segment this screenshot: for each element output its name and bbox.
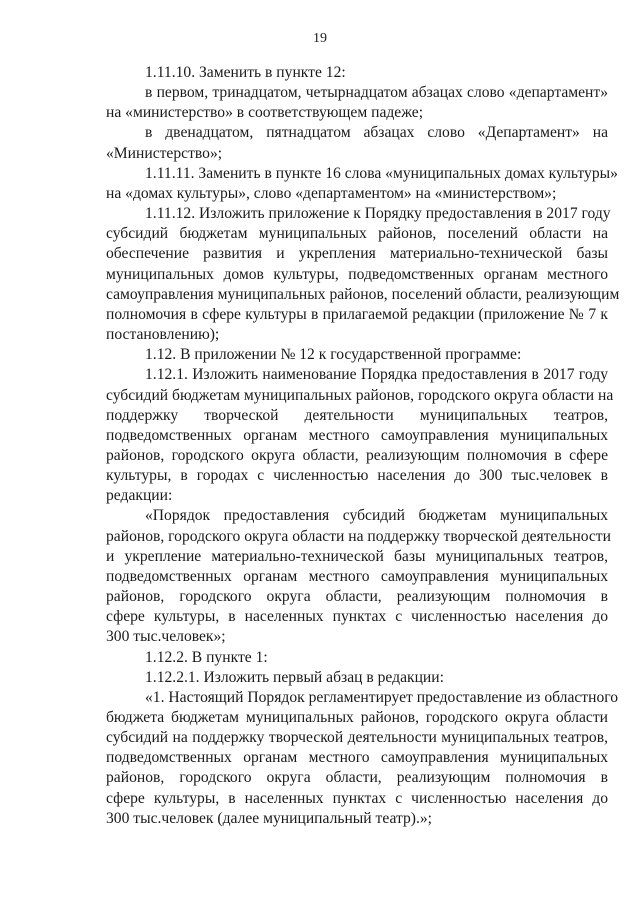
text-line: в двенадцатом, пятнадцатом абзацах слово «Департамент» на [145, 124, 608, 142]
text-line: на «домах культуры», слово «департаментом» на «министерством»; [106, 184, 557, 202]
text-line: 1.11.12. Изложить приложение к Порядку предоставления в 2017 году [145, 205, 611, 223]
paragraph-p1 [106, 63, 608, 83]
paragraph-p2 [106, 83, 608, 123]
text-line: районов, городского округа области, реализующим полномочия в [106, 769, 608, 787]
text-line: постановлению); [106, 326, 220, 344]
text-line: подведомственных органам местного самоуправления муниципальных [106, 567, 608, 585]
text-line: «1. Настоящий Порядок регламентирует предоставление из областного [145, 688, 619, 706]
text-line: 300 тыс.человек (далее муниципальный театр).»; [106, 809, 432, 827]
text-line: самоуправления муниципальных районов, поселений области, реализующим [106, 285, 620, 303]
text-line: в первом, тринадцатом, четырнадцатом абзацах слово «департамент» [145, 84, 608, 102]
text-line: субсидий на поддержку творческой деятельности муниципальных театров, [106, 729, 608, 747]
text-line: субсидий бюджетам муниципальных районов, поселений области на [106, 225, 608, 243]
text-line: на «министерство» в соответствующем падеже; [106, 104, 424, 122]
paragraph-p9 [106, 648, 608, 668]
text-line: и укрепление материально-технической базы муниципальных театров, [106, 547, 608, 565]
text-line: обеспечение развития и укрепления материально-технической базы [106, 245, 608, 263]
text-line: 1.11.10. Заменить в пункте 12: [145, 64, 346, 81]
text-line: районов, городского округа области на поддержку творческой деятельности [106, 527, 611, 545]
page-number: 19 [313, 31, 327, 46]
text-line: 1.12.2. В пункте 1: [145, 648, 268, 666]
paragraph-p10 [106, 668, 608, 688]
text-line: «Министерство»; [106, 144, 223, 162]
text-line: бюджета бюджетам муниципальных районов, городского округа области [106, 709, 608, 726]
text-line: 1.12. В приложении № 12 к государственной программе: [145, 346, 522, 364]
text-line: подведомственных органам местного самоуправления муниципальных [106, 749, 608, 767]
text-line: 300 тыс.человек»; [106, 628, 226, 646]
text-line: 1.12.2.1. Изложить первый абзац в редакции: [145, 668, 444, 686]
paragraph-p3 [106, 123, 608, 163]
paragraph-p8 [106, 506, 611, 647]
paragraph-p7 [106, 365, 614, 506]
text-line: субсидий бюджетам муниципальных районов, городского округа области на [106, 386, 614, 404]
text-line: «Порядок предоставления субсидий бюджетам муниципальных [145, 507, 608, 525]
text-line: 1.12.1. Изложить наименование Порядка предоставления в 2017 году [145, 366, 608, 384]
paragraph-p5 [106, 204, 620, 345]
paragraph-p11 [106, 688, 619, 829]
text-line: 1.11.11. Заменить в пункте 16 слова «муниципальных домах культуры» [145, 164, 618, 182]
document-body [106, 63, 620, 829]
paragraph-p4 [106, 164, 618, 204]
paragraph-p6 [106, 345, 608, 365]
text-line: подведомственных органам местного самоуправления муниципальных [106, 426, 608, 444]
text-line: сфере культуры, в населенных пунктах с численностью населения до [106, 789, 608, 807]
text-line: культуры, в городах с численностью населения до 300 тыс.человек в [106, 467, 608, 485]
text-line: редакции: [106, 487, 173, 505]
text-line: поддержку творческой деятельности муниципальных театров, [106, 406, 608, 424]
text-line: полномочия в сфере культуры в прилагаемой редакции (приложение № 7 к [106, 305, 608, 323]
text-line: районов, городского округа области, реализующим полномочия в [106, 588, 608, 606]
text-line: сфере культуры, в населенных пунктах с численностью населения до [106, 608, 608, 626]
text-line: районов, городского округа области, реализующим полномочия в сфере [106, 446, 608, 464]
text-line: муниципальных домов культуры, подведомственных органам местного [106, 265, 608, 283]
